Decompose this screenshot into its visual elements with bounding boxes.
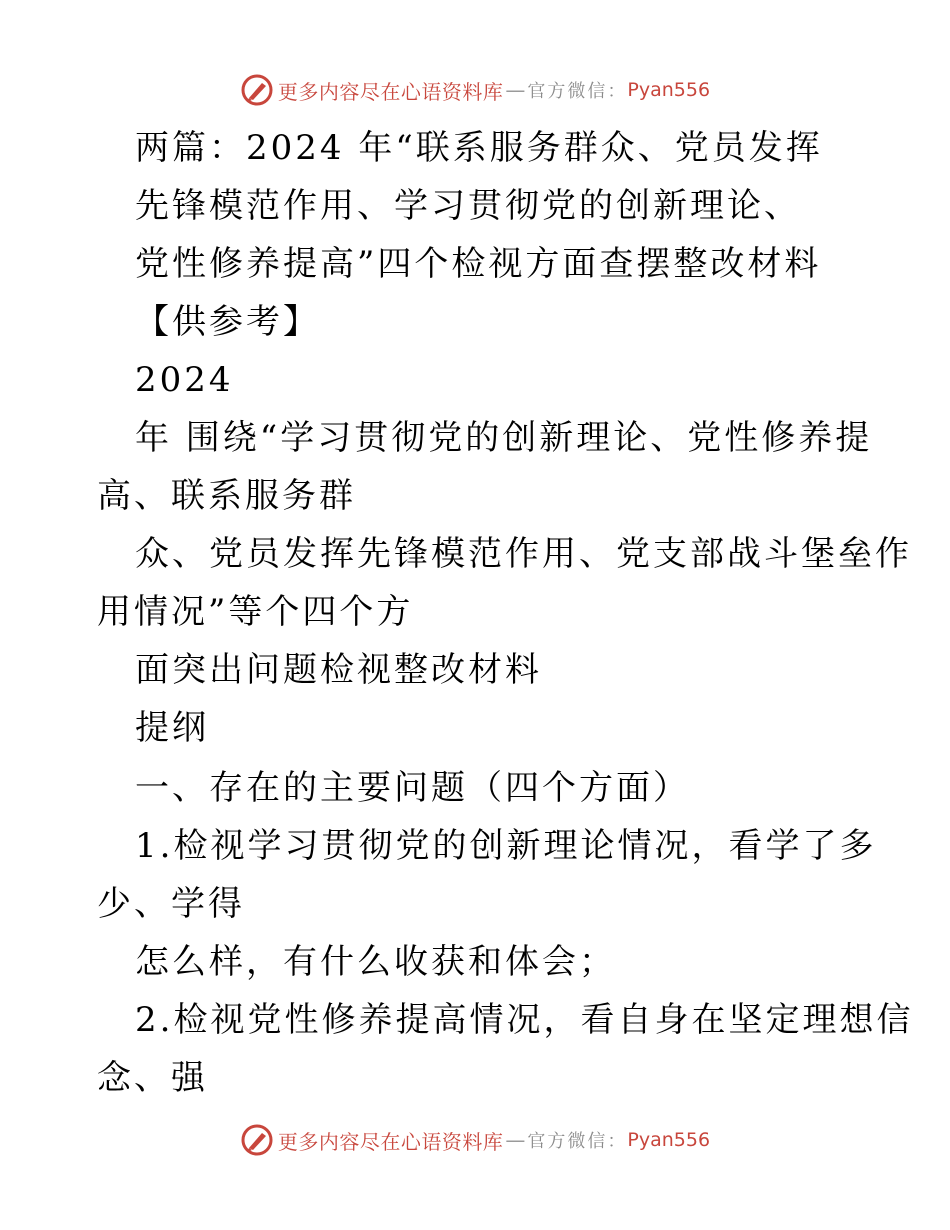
- paragraph-line: 众、党员发挥先锋模范作用、党支部战斗堡垒作: [135, 534, 912, 574]
- watermark-brand: 更多内容尽在心语资料库: [277, 79, 504, 104]
- title-note: 【供参考】: [135, 302, 320, 342]
- list-item: 少、学得: [97, 884, 245, 924]
- watermark-label: 官方微信：: [527, 81, 628, 102]
- title-line-1: 两篇：2024 年“联系服务群众、党员发挥: [135, 128, 823, 168]
- paragraph-line: 年 围绕“学习贯彻党的创新理论、党性修养提: [135, 418, 873, 458]
- list-item: 2.检视党性修养提高情况，看自身在坚定理想信: [135, 1000, 914, 1040]
- paragraph-line: 用情况”等个四个方: [97, 592, 414, 632]
- footer-watermark: [0, 1120, 950, 1160]
- title-line-3: 党性修养提高”四个检视方面查摆整改材料: [135, 244, 822, 284]
- section-heading: 一、存在的主要问题（四个方面）: [135, 768, 690, 808]
- paragraph-line: 2024: [135, 360, 234, 400]
- list-item: 怎么样，有什么收获和体会；: [135, 942, 616, 982]
- watermark-dash: —: [505, 1128, 526, 1152]
- watermark-account: Pyan556: [627, 1129, 711, 1151]
- title-line-2: 先锋模范作用、学习贯彻党的创新理论、: [135, 186, 801, 226]
- pen-logo-icon: [240, 1123, 274, 1157]
- watermark-dash: —: [505, 78, 526, 102]
- list-item: 念、强: [97, 1058, 208, 1098]
- section-heading: 提纲: [135, 708, 209, 748]
- paragraph-line: 高、联系服务群: [97, 476, 356, 516]
- list-item: 1.检视学习贯彻党的创新理论情况，看学了多: [135, 826, 877, 866]
- watermark-account: Pyan556: [627, 79, 711, 101]
- paragraph-line: 面突出问题检视整改材料: [135, 650, 542, 690]
- watermark-brand: 更多内容尽在心语资料库: [277, 1129, 504, 1154]
- watermark-label: 官方微信：: [527, 1131, 628, 1152]
